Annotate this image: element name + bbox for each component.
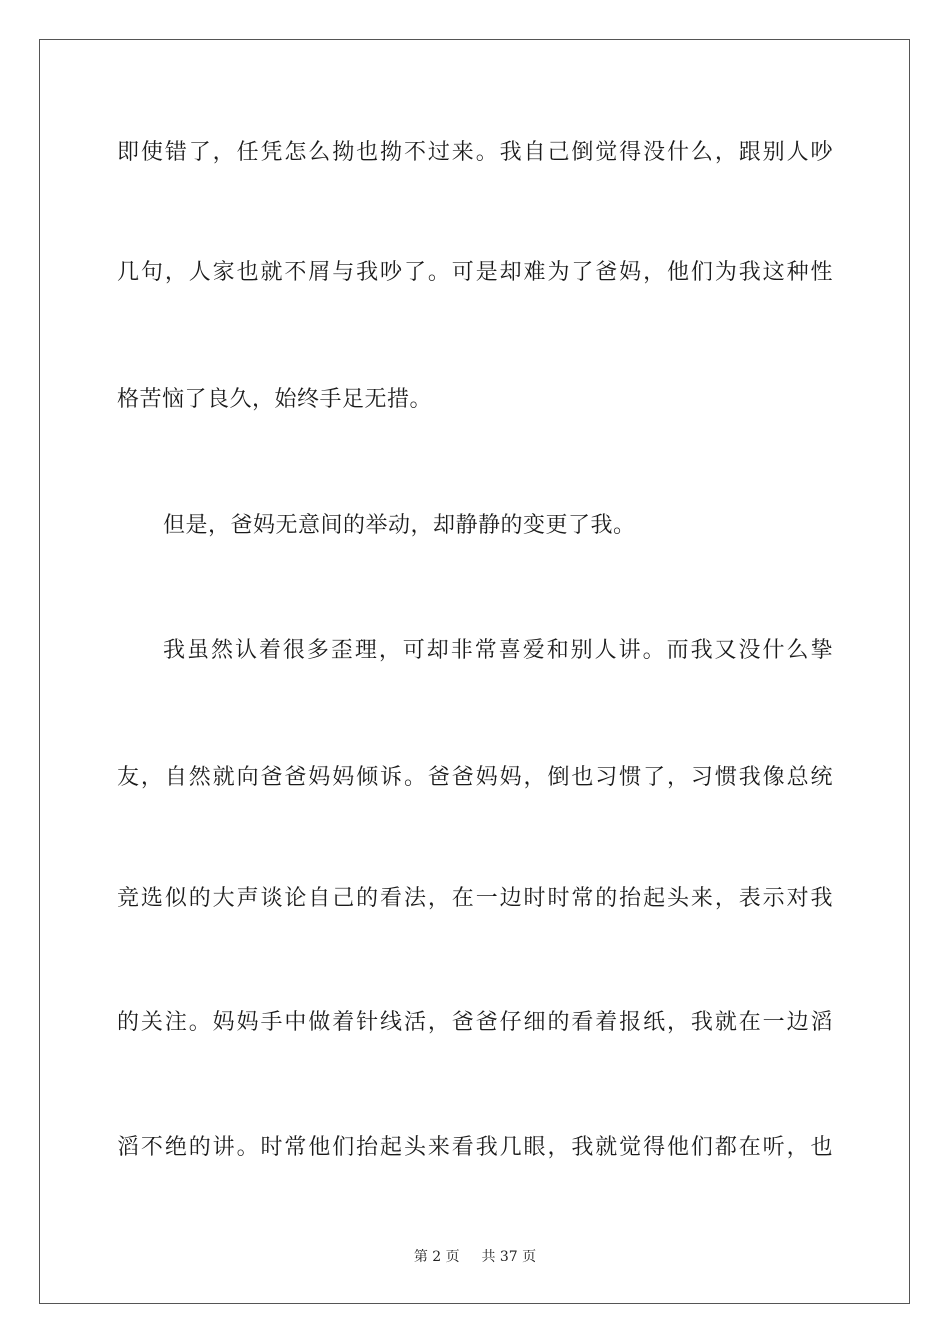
text-line-3: 格苦恼了良久，始终手足无措。 bbox=[117, 387, 433, 412]
text-line-7: 竞选似的大声谈论自己的看法，在一边时时常的抬起头来，表示对我 bbox=[117, 886, 833, 911]
text-line-2: 几句，人家也就不屑与我吵了。可是却难为了爸妈，他们为我这种性 bbox=[117, 260, 833, 285]
text-line-5: 我虽然认着很多歪理，可却非常喜爱和别人讲。而我又没什么挚 bbox=[163, 638, 833, 663]
page-border bbox=[39, 39, 910, 1304]
text-line-9: 滔不绝的讲。时常他们抬起头来看我几眼，我就觉得他们都在听，也 bbox=[117, 1135, 833, 1160]
text-line-8: 的关注。妈妈手中做着针线活，爸爸仔细的看着报纸，我就在一边滔 bbox=[117, 1010, 833, 1035]
text-line-4: 但是，爸妈无意间的举动，却静静的变更了我。 bbox=[163, 513, 636, 538]
text-line-1: 即使错了，任凭怎么拗也拗不过来。我自己倒觉得没什么，跟别人吵 bbox=[117, 140, 833, 165]
page-footer bbox=[0, 1246, 950, 1266]
text-line-6: 友，自然就向爸爸妈妈倾诉。爸爸妈妈，倒也习惯了，习惯我像总统 bbox=[117, 765, 833, 790]
page-number: 第 2 页 bbox=[413, 1249, 460, 1265]
total-pages: 共 37 页 bbox=[481, 1249, 537, 1265]
